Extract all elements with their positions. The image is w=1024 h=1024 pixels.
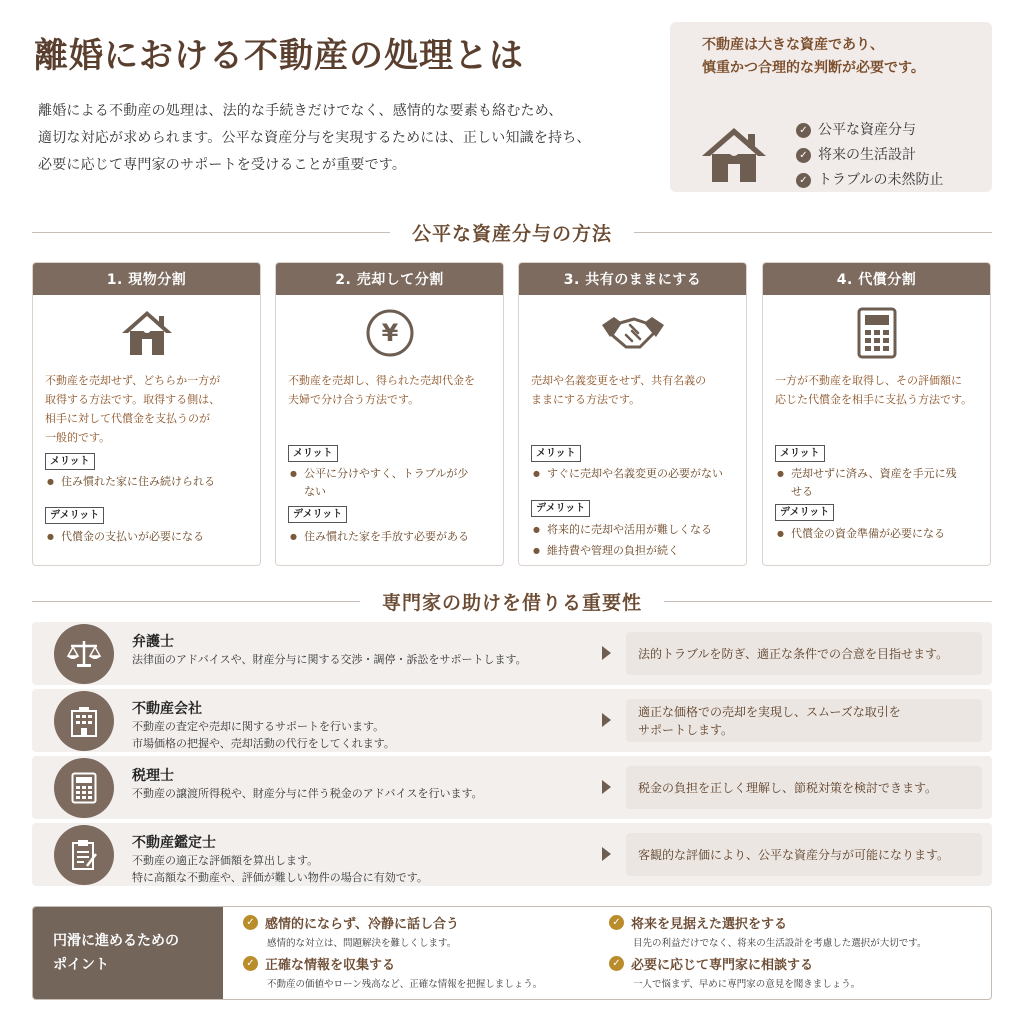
divider: [664, 601, 992, 602]
section-title: 公平な資産分与の方法: [412, 222, 613, 245]
demerit-list: [777, 525, 982, 543]
calculator-icon: [763, 305, 990, 361]
point-title: 感情的にならず、冷静に話し合う: [265, 917, 459, 932]
intro-text: [38, 98, 658, 179]
result-line: 適正な価格での売却を実現し、スムーズな取引を: [638, 704, 901, 719]
desc-line: 不動産を売却せず、どちらか一方が: [45, 374, 221, 387]
page-title: 離婚における不動産の処理とは: [34, 36, 524, 76]
point-title: 正確な情報を収集する: [265, 958, 396, 973]
method-card-2: [275, 262, 504, 566]
demerit-tag: デメリット: [288, 506, 347, 523]
summary-heading-line: 慎重かつ合理的な判断が必要です。: [702, 60, 925, 76]
demerit-list: [290, 528, 495, 546]
point-title: 将来を見据えた選択をする: [631, 917, 788, 932]
list-item: ● すぐに売却や名義変更の必要がない: [533, 465, 738, 483]
expert-row-lawyer: [32, 622, 992, 685]
desc-line: 不動産の譲渡所得税や、財産分与に伴う税金のアドバイスを行います。: [132, 787, 483, 800]
point-sub: 不動産の価値やローン残高など、正確な情報を把握しましょう。: [267, 979, 543, 990]
intro-line: 離婚による不動産の処理は、法的な手続きだけでなく、感情的な要素も絡むため、: [38, 103, 563, 119]
points-box: [32, 906, 992, 1000]
expert-description: [132, 718, 395, 752]
merit-list: [777, 465, 960, 501]
expert-name: 不動産鑑定士: [132, 835, 216, 851]
desc-line: 不動産の査定や売却に関するサポートを行います。: [132, 720, 385, 733]
desc-line: 売却や名義変更をせず、共有名義の: [531, 374, 707, 387]
check-icon: ✓: [609, 956, 624, 971]
point-sub: 目先の利益だけでなく、将来の生活設計を考慮した選択が大切です。: [633, 938, 927, 949]
result-line: 法的トラブルを防ぎ、適正な条件での合意を目指せます。: [638, 646, 949, 661]
expert-row-appraiser: [32, 823, 992, 886]
list-item: ● 代償金の支払いが必要になる: [47, 528, 252, 546]
merit-tag: メリット: [531, 445, 581, 462]
clipboard-icon: [54, 825, 114, 885]
expert-result: [626, 766, 982, 809]
list-item-label: 将来の生活設計: [818, 147, 916, 163]
merit-list: [47, 473, 252, 491]
intro-line: 必要に応じて専門家のサポートを受けることが重要です。: [38, 157, 407, 173]
desc-line: 一方が不動産を取得し、その評価額に: [775, 374, 962, 387]
demerit-tag: デメリット: [45, 507, 104, 524]
merit-tag: メリット: [775, 445, 825, 462]
point-sub: 感情的な対立は、問題解決を難しくします。: [267, 938, 457, 949]
check-icon: ✓: [243, 915, 258, 930]
list-item: [796, 118, 943, 143]
experts-section-heading: [32, 589, 992, 613]
list-item: ● 住み慣れた家を手放す必要がある: [290, 528, 495, 546]
point-item: [609, 913, 927, 949]
list-item: ● 公平に分けやすく、トラブルが少ない: [290, 465, 473, 501]
arrow-right-icon: [602, 646, 611, 660]
check-icon: ✓: [609, 915, 624, 930]
expert-name: 不動産会社: [132, 701, 202, 717]
section-title: 専門家の助けを借りる重要性: [382, 591, 643, 614]
desc-line: ままにする方法です。: [531, 393, 641, 406]
intro-line: 適切な対応が求められます。公平な資産分与を実現するためには、正しい知識を持ち、: [38, 130, 591, 146]
check-icon: ✓: [796, 173, 811, 188]
arrow-right-icon: [602, 847, 611, 861]
arrow-right-icon: [602, 780, 611, 794]
point-item: [609, 954, 860, 990]
result-line: サポートします。: [638, 722, 734, 737]
demerit-list: [533, 521, 738, 560]
divider: [32, 232, 390, 233]
desc-line: 不動産の適正な評価額を算出します。: [132, 854, 319, 867]
result-line: 税金の負担を正しく理解し、節税対策を検討できます。: [638, 780, 938, 795]
expert-description: [132, 852, 428, 886]
list-item-label: 公平な資産分与: [818, 122, 916, 138]
card-description: [531, 371, 738, 409]
calculator-icon: [54, 758, 114, 818]
scales-icon: [54, 624, 114, 684]
svg-text:¥: ¥: [381, 319, 398, 347]
method-card-4: [762, 262, 991, 566]
check-icon: ✓: [796, 148, 811, 163]
point-item: [243, 954, 542, 990]
list-item: [796, 143, 943, 168]
points-label-line: 円滑に進めるための: [53, 933, 179, 949]
card-title: 3. 共有のままにする: [519, 263, 746, 295]
desc-line: 市場価格の把握や、売却活動の代行をしてくれます。: [132, 737, 395, 750]
points-label: [33, 907, 223, 999]
methods-section-heading: [32, 220, 992, 244]
method-card-3: [518, 262, 747, 566]
point-item: [243, 913, 459, 949]
merit-list: [533, 465, 738, 483]
summary-list: [796, 118, 943, 193]
merit-tag: メリット: [288, 445, 338, 462]
list-item: ● 売却せずに済み、資産を手元に残せる: [777, 465, 960, 501]
list-item: ● 代償金の資金準備が必要になる: [777, 525, 982, 543]
divider: [634, 232, 992, 233]
yen-icon: [276, 305, 503, 361]
demerit-list: [47, 528, 252, 546]
handshake-icon: [519, 305, 746, 361]
desc-line: 相手に対して代償金を支払うのが: [45, 412, 210, 425]
check-icon: ✓: [243, 956, 258, 971]
divider: [32, 601, 360, 602]
expert-description: [132, 651, 527, 668]
merit-tag: メリット: [45, 453, 95, 470]
arrow-right-icon: [602, 713, 611, 727]
desc-line: 一般的です。: [45, 431, 111, 444]
points-label-line: ポイント: [53, 957, 109, 973]
summary-heading: [702, 34, 925, 80]
card-description: [288, 371, 495, 409]
expert-name: 税理士: [132, 768, 174, 784]
expert-result: [626, 699, 982, 742]
expert-row-real-estate: [32, 689, 992, 752]
card-title: 2. 売却して分割: [276, 263, 503, 295]
house-icon: [33, 305, 260, 361]
desc-line: 法律面のアドバイスや、財産分与に関する交渉・調停・訴訟をサポートします。: [132, 653, 527, 666]
list-item: ● 維持費や管理の負担が続く: [533, 542, 738, 560]
list-item: ● 将来的に売却や活用が難しくなる: [533, 521, 738, 539]
card-description: [45, 371, 252, 447]
point-sub: 一人で悩まず、早めに専門家の意見を聞きましょう。: [633, 979, 861, 990]
desc-line: 特に高額な不動産や、評価が難しい物件の場合に有効です。: [132, 871, 428, 884]
expert-name: 弁護士: [132, 634, 174, 650]
house-icon: [698, 124, 770, 190]
list-item: [796, 168, 943, 193]
desc-line: 応じた代償金を相手に支払う方法です。: [775, 393, 973, 406]
desc-line: 夫婦で分け合う方法です。: [288, 393, 420, 406]
card-title: 4. 代償分割: [763, 263, 990, 295]
demerit-tag: デメリット: [531, 500, 590, 517]
card-title: 1. 現物分割: [33, 263, 260, 295]
list-item-label: トラブルの未然防止: [818, 172, 944, 188]
card-description: [775, 371, 982, 409]
list-item: ● 住み慣れた家に住み続けられる: [47, 473, 252, 491]
desc-line: 不動産を売却し、得られた売却代金を: [288, 374, 475, 387]
expert-description: [132, 785, 483, 802]
result-line: 客観的な評価により、公平な資産分与が可能になります。: [638, 847, 950, 862]
merit-list: [290, 465, 473, 501]
method-card-1: [32, 262, 261, 566]
expert-row-tax-accountant: [32, 756, 992, 819]
check-icon: ✓: [796, 123, 811, 138]
expert-result: [626, 833, 982, 876]
summary-heading-line: 不動産は大きな資産であり、: [702, 37, 884, 53]
summary-box: [670, 22, 992, 192]
building-icon: [54, 691, 114, 751]
desc-line: 取得する方法です。取得する側は、: [45, 393, 221, 406]
point-title: 必要に応じて専門家に相談する: [631, 958, 814, 973]
demerit-tag: デメリット: [775, 504, 834, 521]
expert-result: [626, 632, 982, 675]
